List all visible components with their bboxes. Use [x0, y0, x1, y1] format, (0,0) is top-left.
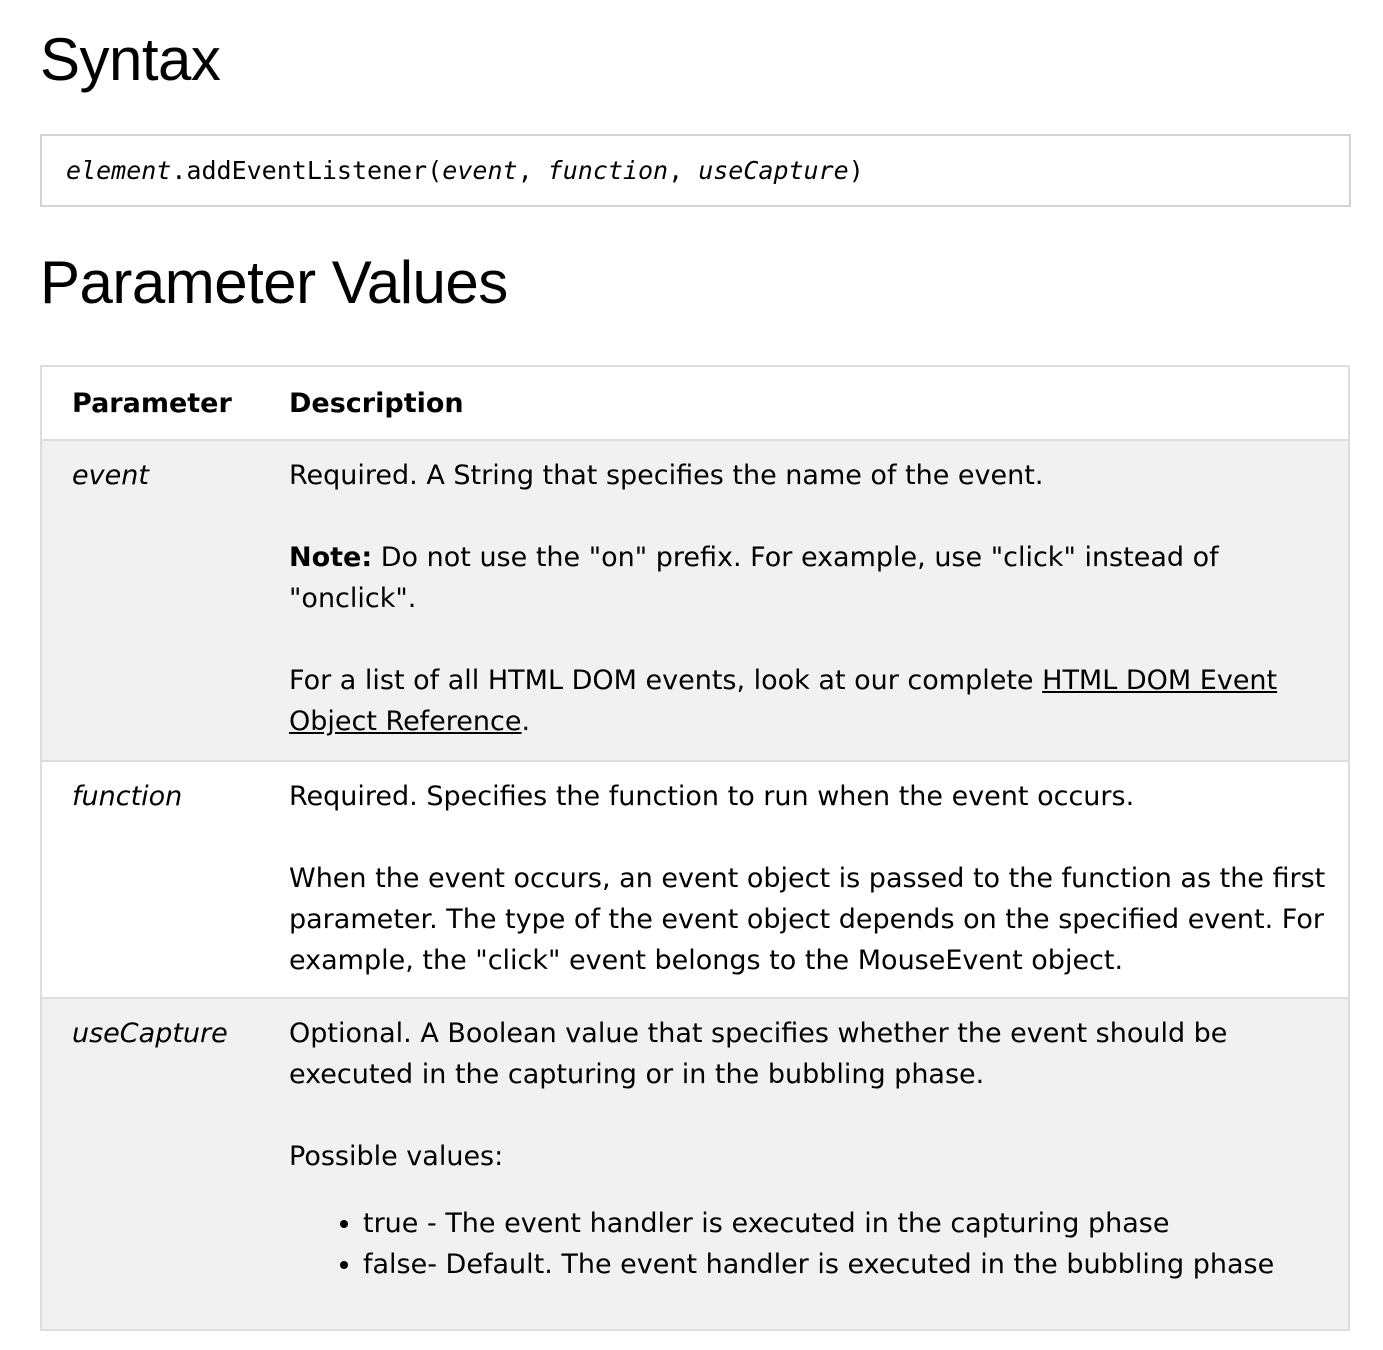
code-close-paren: ) [848, 156, 864, 185]
table-row [41, 761, 1349, 998]
possible-values-list [289, 1203, 1328, 1329]
desc-required: Required. A String that specifies the name of the event. [289, 460, 1044, 491]
param-desc-usecapture [289, 998, 1349, 1330]
desc-optional: Optional. A Boolean value that specifies whether the event should be executed in the capturing or in the bubbling phase. [289, 1018, 1228, 1090]
code-object: element [66, 156, 172, 185]
param-name-function: function [72, 781, 183, 812]
code-method: .addEventListener( [171, 156, 443, 185]
code-arg-event: event [442, 156, 518, 185]
code-arg-usecapture: useCapture [698, 156, 849, 185]
desc-note [289, 537, 1328, 619]
table-row [41, 998, 1349, 1330]
syntax-code-block [40, 134, 1351, 207]
dom-event-reference-link[interactable]: HTML DOM Event Object Reference [289, 665, 1278, 737]
note-label: Note: [289, 542, 373, 573]
desc-event-list [289, 660, 1328, 760]
code-separator: , [668, 156, 699, 185]
list-item: • false- Default. The event handler is executed in the bubbling phase [363, 1244, 1328, 1285]
desc-detail: When the event occurs, an event object is passed to the function as the first parameter. The type of the event object depends on the specified event. For example, the "click" event belongs to the MouseEvent object. [289, 863, 1326, 976]
desc-required: Required. Specifies the function to run when the event occurs. [289, 781, 1135, 812]
note-text: Do not use the "on" prefix. For example, use "click" instead of "onclick". [289, 542, 1219, 614]
code-arg-function: function [547, 156, 669, 185]
list-text: For a list of all HTML DOM events, look at our complete [289, 665, 1043, 696]
syntax-heading: Syntax [40, 26, 221, 93]
param-name-usecapture: useCapture [72, 1018, 228, 1049]
list-item: • true - The event handler is executed in the capturing phase [363, 1203, 1328, 1244]
parameter-values-heading: Parameter Values [40, 249, 508, 316]
header-description: Description [289, 387, 464, 419]
param-desc-function [289, 761, 1349, 998]
header-parameter: Parameter [72, 387, 232, 419]
parameter-table [40, 365, 1350, 1331]
param-name-event: event [72, 460, 149, 491]
list-end: . [521, 706, 531, 737]
param-desc-event [289, 440, 1349, 761]
table-header-row [41, 366, 1349, 440]
table-row [41, 440, 1349, 761]
desc-possible-values: Possible values: [289, 1141, 504, 1172]
code-separator: , [517, 156, 548, 185]
